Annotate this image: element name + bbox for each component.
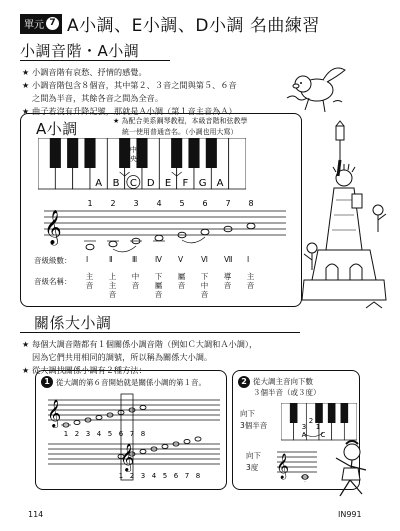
key-label-a: A (301, 431, 307, 439)
degree-name: 導 音 (223, 272, 232, 290)
black-key (171, 138, 182, 168)
degree-name: 上 主 音 (108, 272, 117, 299)
roman-numeral: Ⅲ (132, 255, 138, 264)
roman-numeral: Ⅰ (247, 255, 250, 264)
scale-degree: 1 (63, 430, 69, 438)
section-underline (20, 332, 300, 333)
section-title-relative-keys: 關係大小調 (34, 314, 112, 332)
dancing-child-illustration (322, 440, 382, 502)
degree-number: 6 (202, 199, 208, 208)
page-number: 114 (28, 510, 44, 519)
roman-numeral: Ⅴ (178, 255, 184, 264)
whole-note (184, 439, 190, 443)
a-minor-staff (36, 197, 296, 257)
black-key (119, 138, 130, 168)
section-title-minor-scale: 小調音階・A小調 (20, 42, 140, 60)
treble-clef-icon: 𝄞 (120, 443, 135, 471)
down-label: 向下 (240, 409, 255, 418)
treble-clef-icon: 𝄞 (276, 454, 290, 479)
middle-label: 央 (129, 155, 137, 163)
whole-note (155, 235, 163, 241)
scale-degree: 8 (140, 430, 146, 438)
degree-name: 中 音 (131, 272, 140, 290)
a-minor-title: A小調 (36, 120, 78, 138)
scale-degree: 8 (195, 472, 201, 480)
bullet-item: ★ 每個大調音階都有１個關係小調音階（例如Ｃ大調和Ａ小調）， (22, 339, 258, 349)
unit-number: 7 (46, 17, 59, 30)
black-key (188, 138, 199, 168)
section-underline (20, 60, 170, 61)
bullet-item: ★ 曲子若沒有升降記號，那就是Ａ小調（第１音主音為Ａ） (22, 106, 237, 116)
star-icon: ★ (113, 117, 120, 125)
key-label: A (95, 178, 103, 189)
whole-note (140, 405, 146, 409)
scale-degree: 4 (96, 430, 102, 438)
unit-header (20, 11, 320, 36)
scale-degree: 3 (140, 472, 146, 480)
degree-name: 主 音 (85, 272, 94, 290)
black-key (50, 138, 61, 168)
key-number: 3 (301, 423, 307, 431)
semitone-label: 3個半音 (240, 421, 268, 430)
star-icon: ★ (22, 366, 30, 375)
third-label: 3度 (246, 463, 259, 472)
scale-degree: 1 (118, 472, 124, 480)
degree-name: 下 屬 音 (154, 272, 163, 299)
degree-number: 2 (110, 199, 116, 208)
bullet-item: ★ 從大調找關係小調有２種方法： (22, 365, 147, 375)
degree-number: 7 (225, 199, 231, 208)
scale-degree: 5 (162, 472, 168, 480)
scale-degree: 4 (151, 472, 157, 480)
roman-numeral: Ⅵ (201, 255, 208, 264)
middle-label: 中 (129, 146, 137, 154)
method2-number: 2 (238, 376, 250, 388)
method2-staff (275, 442, 319, 482)
degree-number: 4 (156, 199, 162, 208)
roman-numeral: Ⅶ (224, 255, 233, 264)
whole-note (140, 449, 146, 453)
degree-name: 主 音 (246, 272, 255, 290)
black-key (67, 138, 78, 168)
down-label-2: 向下 (246, 451, 261, 460)
scale-degree: 6 (118, 430, 124, 438)
degree-number: 5 (179, 199, 185, 208)
bullet-item: 因為它們共用相同的調號，所以稱為關係大小調。 (32, 352, 213, 362)
method2-heading: 2 從大調主音向下數 ３個半音（或３度） (238, 376, 321, 398)
key-label: F (182, 178, 189, 189)
treble-clef-icon: 𝄞 (47, 399, 62, 427)
star-icon: ★ (22, 81, 30, 90)
key-label-c: C (320, 431, 326, 439)
roman-numeral: Ⅰ (86, 255, 89, 264)
key-label: E (164, 178, 172, 189)
treble-clef-icon: 𝄞 (44, 210, 62, 245)
whole-note (109, 241, 117, 247)
key-number: 1 (315, 423, 321, 431)
scale-degree: 2 (74, 430, 80, 438)
method1-number: 1 (41, 376, 53, 388)
whole-note (86, 244, 94, 250)
black-key (341, 403, 349, 423)
a-minor-keyboard (38, 138, 246, 190)
degree-name: 屬 音 (177, 272, 186, 290)
row-name-label: 音級名稱： (34, 277, 72, 286)
star-icon: ★ (22, 107, 30, 116)
scale-degree: 2 (129, 472, 135, 480)
scale-degree: 5 (107, 430, 113, 438)
black-key (84, 138, 95, 168)
roman-numeral: Ⅱ (109, 255, 113, 264)
key-number: 2 (308, 417, 314, 425)
key-label: C (129, 178, 137, 189)
black-key (206, 138, 217, 168)
roman-numeral: Ⅳ (155, 255, 162, 264)
whole-note (195, 437, 201, 441)
black-key (328, 403, 336, 423)
section1-bullets (22, 66, 282, 118)
scale-degree: 6 (173, 472, 179, 480)
bullet-item: 之間為半音，其餘各音之間為全音。 (32, 93, 164, 103)
row-level-label: 音級級數： (34, 256, 72, 265)
bullet-item: ★ 小調音階有哀愁、抒情的感覺。 (22, 67, 147, 77)
whole-note (162, 444, 168, 448)
method1-heading: 1 從大調的第６音開始就是關係小調的第１音。 (41, 376, 206, 388)
key-label: G (198, 178, 207, 189)
whole-note (96, 415, 102, 419)
black-key (315, 403, 323, 423)
method1-staff (44, 392, 224, 484)
scale-degree: 7 (184, 472, 190, 480)
degree-number: 1 (87, 199, 93, 208)
scale-degree: 7 (129, 430, 135, 438)
degree-number: 3 (133, 199, 139, 208)
a-minor-note: ★ 為配合美系鋼琴教程，本級音階和弦教學 統一使用普通音名。（小調也用大寫） (113, 117, 248, 136)
key-label: B (112, 178, 120, 189)
degree-name: 下 中 音 (200, 272, 209, 299)
flying-pig-illustration (283, 58, 353, 118)
whole-note (201, 229, 209, 235)
whole-note (74, 420, 80, 424)
method2-keyboard (281, 403, 357, 441)
statue-of-liberty-illustration (296, 120, 391, 310)
white-key (229, 138, 246, 189)
key-label: D (146, 178, 155, 189)
bullet-item: ★ 小調音階包含８個音，其中第２、３音之間與第５、６音 (22, 80, 237, 90)
half-step-slur (113, 246, 136, 252)
scale-degree: 3 (85, 430, 91, 438)
key-label: A (216, 178, 224, 189)
book-code: IN991 (338, 510, 362, 519)
star-icon: ★ (22, 68, 30, 77)
star-icon: ★ (22, 340, 30, 349)
half-step-slur (182, 237, 205, 243)
black-key (136, 138, 147, 168)
degree-number: 8 (248, 199, 254, 208)
whole-note (247, 223, 255, 229)
black-key (290, 403, 298, 423)
page-title: A小調、E小調、D小調 名曲練習 (67, 16, 320, 36)
unit-word: 單元 (24, 20, 44, 31)
unit-badge (20, 14, 62, 34)
